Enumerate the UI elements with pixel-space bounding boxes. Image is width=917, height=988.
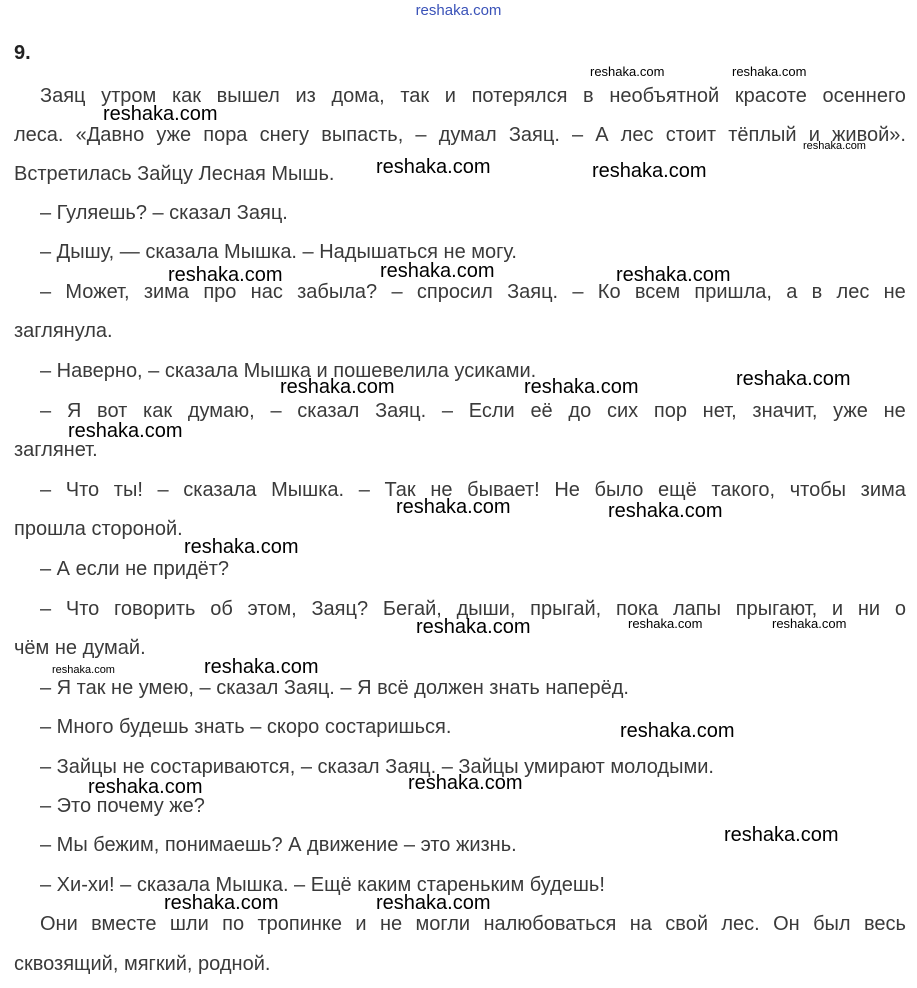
text-line: – Что ты! – сказала Мышка. – Так не бывает! Не было ещё такого, чтобы зима [40,479,906,501]
watermark: reshaka.com [616,264,731,286]
text-line: – Гуляешь? – сказал Заяц. [40,202,288,224]
watermark: reshaka.com [724,824,839,846]
text-line: заглянула. [14,320,113,342]
watermark: reshaka.com [408,772,523,794]
text-line: Они вместе шли по тропинке и не могли налюбоваться на свой лес. Он был весь [40,913,906,935]
text-line: чём не думай. [14,637,146,659]
watermark: reshaka.com [620,720,735,742]
watermark: reshaka.com [204,656,319,678]
watermark: reshaka.com [168,264,283,286]
text-line: – Дышу, — сказала Мышка. – Надышаться не могу. [40,241,517,263]
text-line: Встретилась Зайцу Лесная Мышь. [14,163,335,185]
watermark: reshaka.com [732,64,807,79]
text-line: – Я вот как думаю, – сказал Заяц. – Если её до сих пор нет, значит, уже не [40,400,906,422]
task-number: 9. [14,42,31,64]
watermark: reshaka.com [628,616,703,631]
watermark: reshaka.com [68,420,183,442]
watermark: reshaka.com [592,160,707,182]
watermark: reshaka.com [380,260,495,282]
text-line: Заяц утром как вышел из дома, так и потерялся в необъятной красоте осеннего [40,85,906,107]
text-line: – Это почему же? [40,795,205,817]
text-line: сквозящий, мягкий, родной. [14,953,271,975]
text-line: – Хи-хи! – сказала Мышка. – Ещё каким стареньким будешь! [40,874,605,896]
watermark: reshaka.com [590,64,665,79]
watermark: reshaka.com [103,103,218,125]
text-line: – Зайцы не состариваются, – сказал Заяц. – Зайцы умирают молодыми. [40,756,714,778]
watermark: reshaka.com [376,892,491,914]
watermark: reshaka.com [608,500,723,522]
watermark: reshaka.com [396,496,511,518]
watermark: reshaka.com [803,140,866,152]
text-line: – А если не придёт? [40,558,230,580]
watermark: reshaka.com [772,616,847,631]
text-line: – Наверно, – сказала Мышка и пошевелила усиками. [40,360,537,382]
text-line: – Мы бежим, понимаешь? А движение – это жизнь. [40,834,517,856]
watermark: reshaka.com [376,156,491,178]
watermark: reshaka.com [184,536,299,558]
text-line: прошла стороной. [14,518,183,540]
watermark: reshaka.com [52,664,115,676]
text-line: – Что говорить об этом, Заяц? Бегай, дыши, прыгай, пока лапы прыгают, и ни о [40,598,906,620]
text-line: заглянет. [14,439,98,461]
watermark: reshaka.com [736,368,851,390]
site-header[interactable]: reshaka.com [415,2,502,19]
watermark: reshaka.com [88,776,203,798]
text-line: – Может, зима про нас забыла? – спросил Заяц. – Ко всем пришла, а в лес не [40,281,906,303]
watermark: reshaka.com [164,892,279,914]
text-line: леса. «Давно уже пора снегу выпасть, – думал Заяц. – А лес стоит тёплый и живой». [14,124,906,146]
watermark: reshaka.com [280,376,395,398]
watermark: reshaka.com [416,616,531,638]
watermark: reshaka.com [524,376,639,398]
text-line: – Много будешь знать – скоро состаришься. [40,716,452,738]
text-line: – Я так не умею, – сказал Заяц. – Я всё должен знать наперёд. [40,677,629,699]
